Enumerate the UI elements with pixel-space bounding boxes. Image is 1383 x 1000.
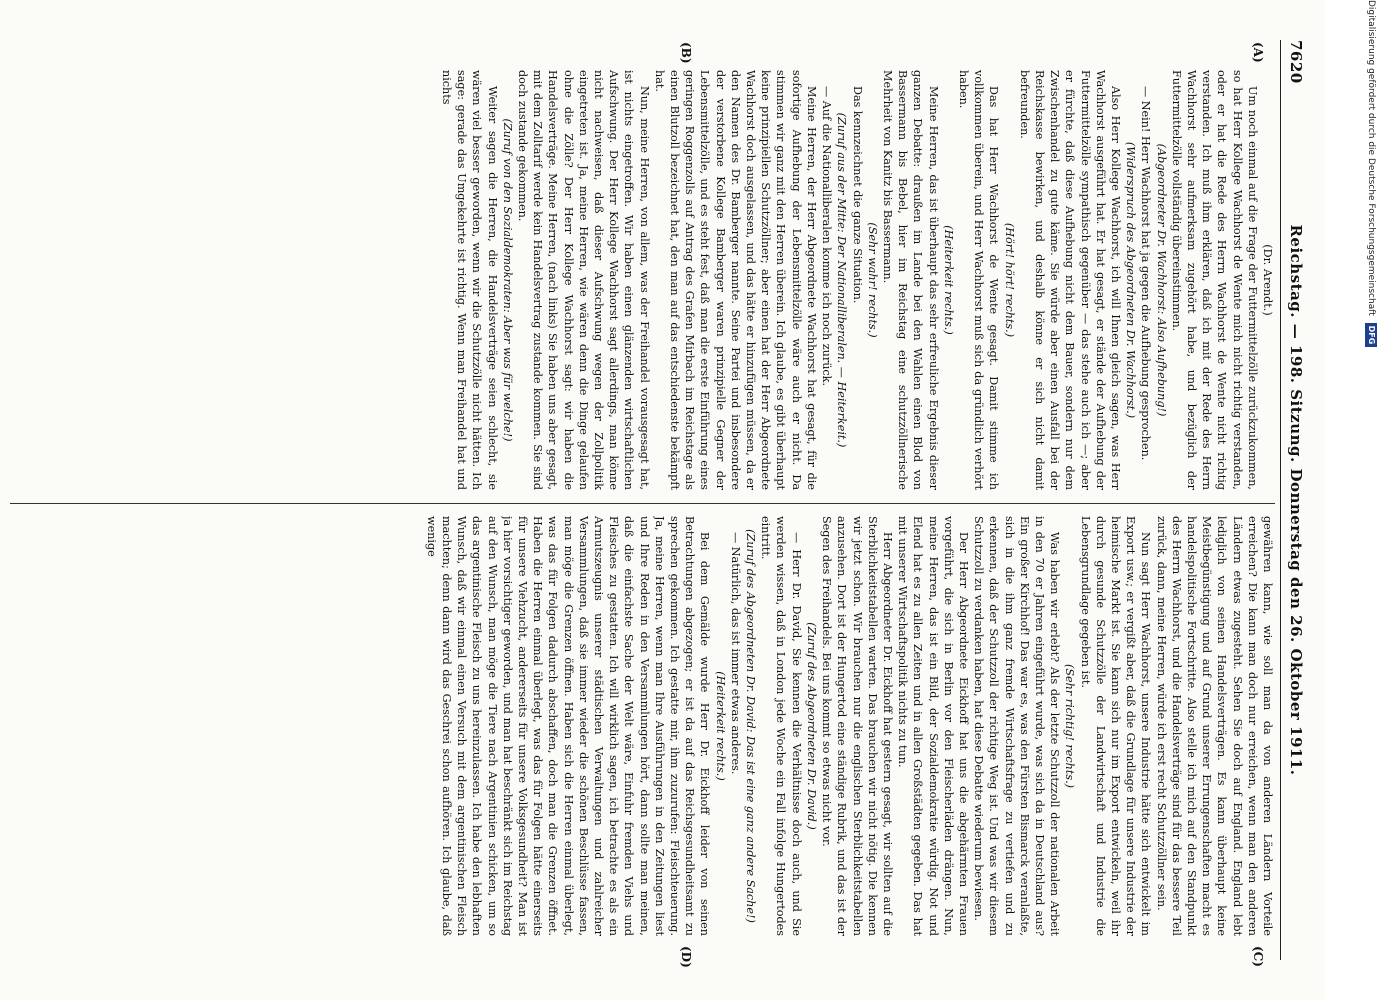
interjection: (Zuruf des Abgeordneten Dr. David.) [804, 622, 818, 830]
paragraph: Das kennzeichnet die ganze Situation. [850, 86, 864, 304]
dfg-logo-icon: DFG [1365, 323, 1377, 348]
credit-text: Digitalisierung gefördert durch die Deutsche Forschungsgemeinschaft [1366, 0, 1376, 316]
margin-mark-a: (A) [1251, 42, 1265, 63]
paragraph: Nun sagt Herr Wachhorst, unsere Industrie hätte sich entwickelt im Export usw.; er vergißt aber, daß die Grundlage für unsere Industrie der heimische Markt ist. Sie kann sich nur im Export entwickeln, weil ihr durch gesunde Schutzzölle der Landwirtschaft und Industrie die Lebensgrundlage gegeben ist. [1078, 516, 1153, 936]
column-divider [10, 503, 1275, 504]
margin-mark-d: (D) [679, 946, 693, 968]
paragraph: gewähren kann, wie soll man da von anderen Ländern Vorteile erreichen? Die kann man doch nur erreichen, wenn man den anderen Ländern etwas zugesteht. Sehen Sie doch auf England. England lebt lediglich von seinen Handelsverträgen. Es kann überhaupt keine Meistbegünstigung und auf Grund unserer Errungenschaften macht es handelspolitische Fortschritte. Also stelle ich mich auf den Standpunkt des Herrn Wachhorst, und die Handelsverträge sind für das bessere Teil zurück, dann, meine Herren, würde ich erst recht Schutzzöllner sein. [1154, 516, 1274, 936]
paragraph: Das hat Herr Wachhorst de Wente gesagt. Damit stimme ich vollkommen überein, und Herr Wachhorst muß sich da gründlich verhört haben. [956, 70, 1001, 490]
interjection: (Sehr richtig! rechts.) [1063, 663, 1077, 789]
paragraph: Also Herr Kollege Wachhorst, ich will Ihnen gleich sagen, was Herr Wachhorst ausgeführt hat. Er hat gesagt, er stände der Aufhebung der Futtermittelzölle sympathisch gegenüber — das stehe auch ich —; aber er fürchte, daß diese Aufhebung nicht dem Bauer, sondern nur dem Zwischenhandel zu gute käme. Sie würde aber einen Ausfall bei der Reichskasse bewirken, und deshalb könne er sich nicht damit befreunden. [1017, 70, 1122, 490]
interjection: (Zuruf aus der Mitte: Der Nationalliberalen. — Heiterkeit.) [835, 112, 849, 448]
page-title: Reichstag. — 198. Sitzung. Donnerstag den 26. Oktober 1911. [1287, 224, 1305, 776]
right-column [10, 516, 1275, 936]
interjection: (Heiterkeit rechts.) [941, 225, 955, 335]
paragraph: Nun, meine Herren, von allem, was der Freihandel vorausgesagt hat, ist nichts eingetroffen. Wir haben einen glänzenden wirtschaftlichen Aufschwung. Der Herr Kollege Wachhorst sagt allerdings, man könne nicht nachweisen, daß dieser Aufschwung wegen der Zollpolitik eingetreten ist. Ja, meine Herren, wie wären denn die Dinge gelaufen ohne die Zölle? Der Herr Kollege Wachhorst sagt: wir haben die Handelsverträge. Meine Herren, (nach links) Sie haben uns aber gesagt, mit dem Zolltarif werde kein Handelsvertrag zustande kommen. Sie sind doch zustande gekommen. [516, 70, 651, 490]
interjection: (Hört! hört! rechts.) [1002, 222, 1016, 338]
paragraph: — Nein! Herr Wachhorst hat ja gegen die Aufhebung gesprochen. [1139, 86, 1153, 461]
interjection: (Zuruf des Abgeordneten Dr. David: Das ist eine ganz andere Sache!) [744, 529, 758, 923]
paragraph: — Natürlich, das ist immer etwas anderes. [728, 532, 742, 775]
interjection: (Widerspruch des Abgeordneten Dr. Wachhorst.) [1124, 141, 1138, 419]
digitization-credit [1365, 0, 1381, 1000]
header-rule [1280, 40, 1281, 960]
paragraph: Um noch einmal auf die Frage der Futtermittelzölle zurückzukommen, so hat Herr Kollege Wachhorst de Wente mich nicht richtig verstanden, oder er hat die Rede des Herrn Wachhorst de Wente nicht richtig verstanden. Ich muß ihm erklären, daß ich mit der Rede des Herrn Wachhorst sehr aufmerksam zugehört habe, und bezüglich der Futtermittelzölle vollständig übereinstimmen. [1169, 70, 1259, 490]
paragraph: Meine Herren, das ist überhaupt das sehr erfreuliche Ergebnis dieser ganzen Debatte: draußen im Lande bei den Wahlen einen Blod von Bassermann bis Bebel, hier im Reichstag eine schutzzöllnerische Mehrheit von Kanitz bis Bassermann. [880, 70, 940, 490]
paragraph: Meine Herren, der Herr Abgeordnete Wachhorst hat gesagt, für die sofortige Aufhebung der Lebensmittelzölle wäre auch er nicht. Da stimmen wir ganz mit den Herren überein. Ich glaube, es gibt überhaupt keine prinzipiellen Schutzzöllner; aber einen hat der Herr Abgeordnete Wachhorst doch ausgelassen, und das hätte er hinzufügen müssen, da er den Namen des Dr. Bamberger nannte. Seine Partei und insbesondere der verstorbene Kollege Bamberger waren prinzipielle Gegner der Lebensmittelzölle, und es steht fest, daß man die erste Einführung eines geringen Roggenzolls auf Antrag des Grafen Mirbach im Reichstage als einen Blutzoll bezeichnet hat, den man auf das entschiedenste bekämpft hat. [652, 70, 818, 490]
paragraph: Was haben wir erlebt? Als der letzte Schutzzoll der nationalen Arbeit in den 70 er Jahren eingeführt wurde, was sich da in Deutschland aus? Ein großer Kirchhof! Das war es, was den Fürsten Bismarck veranlaßte, sich in die ihm ganz fremde Wirtschaftsfrage zu vertiefen und zu erkennen, daß der Schutzzoll der richtige Weg ist. Und was wir diesem Schutzzoll zu verdanken haben, hat diese Debatte wiederum bewiesen. [972, 516, 1062, 936]
paragraph: Bei dem Gemälde wurde Herr Dr. Eickhoff leider von seinen Betrachtungen abgezogen; er ist da auf das Reichsgesundheitsamt zu sprechen gekommen. Ich gestatte mir, ihm zuzurufen: Fleischteuerung. Ja, meine Herren, wenn man Ihre Ausführungen in den Zeitungen liest und Ihre Reden in den Versammlungen hört, dann sollte man meinen, daß die einfachste Sache der Welt wäre, Einfuhr fremden Viehs und Fleisches zu gestatten. Ich will wirklich sagen, ich betrachte es als ein Armutszeugnis unserer städtischen Verwaltungen und zahlreicher Versammlungen, daß sie immer wieder die schönen Beschlüsse fassen, man möge die Grenzen öffnen. Haben sich die Herren einmal überlegt, was das für Folgen dadurch abschaffen, doch man die Grenzen öffnet. Haben die Herren einmal überlegt, was das für Folgen hätte einerseits für unsere Viehzucht, andererseits für unsere Volksgesundheit? Man ist ja hier vorsichtiger geworden, und man hat beschränkt sich im Reichstag auf den Wunsch, man möge die Tiere nach Argentinien schicken, um so das argentinische Fleisch zu uns hereinzulassen. Ich habe den lebhaften Wunsch, daß wir einmal einen Versuch mit dem argentinischen Fleisch machten; denn dann wird das Geschrei schon aufhören. Ich glaube, daß wenige [424, 516, 712, 936]
paragraph: — Auf die Nationalliberalen komme ich noch zurück. [820, 86, 834, 387]
paragraph: Der Herr Abgeordnete Eickhoff hat uns die abgehärmten Frauen vorgeführt, die sich in Berlin vor den Fleischerläden drängen. Nun, meine Herren, das ist ein Bild, der Sozialdemokratie würdig. Not und Elend hat es zu allen Zeiten und in allen Großstädten gegeben. Das hat mit unserer Wirtschaftspolitik nichts zu tun. [896, 516, 970, 936]
interjection: (Heiterkeit rechts.) [713, 671, 727, 781]
page-header [1283, 40, 1307, 960]
paragraph: — Herr Dr. David, Sie kennen die Verhältnisse doch auch, und Sie werden wissen, daß in London jede Woche ein Fall infolge Hungertodes eintritt. [759, 516, 803, 936]
interjection: (Sehr wahr! rechts.) [865, 222, 879, 338]
paragraph: Weiter sagen die Herren, die Handelsverträge seien schlecht, sie wären viel besser geworden, wenn wir die Schutzzölle nicht hätten. Ich sage: gerade das Umgekehrte ist richtig. Wenn man Freihandel hat und nichts [440, 70, 499, 490]
interjection: (Zuruf von den Sozialdemokraten: Aber was für welche!) [500, 118, 514, 442]
left-column [10, 70, 1275, 490]
paragraph: Herr Abgeordneter Dr. Eickhoff hat gestern gesagt, wir sollten auf die Sterblichkeitstabellen warten. Das brauchen wir nicht nötig. Die kennen wir jetzt schon. Wir brauchen nur die englischen Sterblichkeitstabellen anzusehen. Dort ist der Hungertod eine ständige Rubrik, und das ist der Segen des Freihandels. Bei uns kommt so etwas nicht vor. [820, 516, 894, 936]
interjection: (Abgeordneter Dr. Wachhorst: Also Aufhebung!) [1154, 143, 1168, 417]
margin-mark-c: (C) [1251, 946, 1265, 967]
margin-mark-b: (B) [679, 42, 693, 64]
speaker-label: (Dr. Arendt.) [1261, 244, 1274, 316]
page-number: 7620 [1287, 40, 1305, 84]
